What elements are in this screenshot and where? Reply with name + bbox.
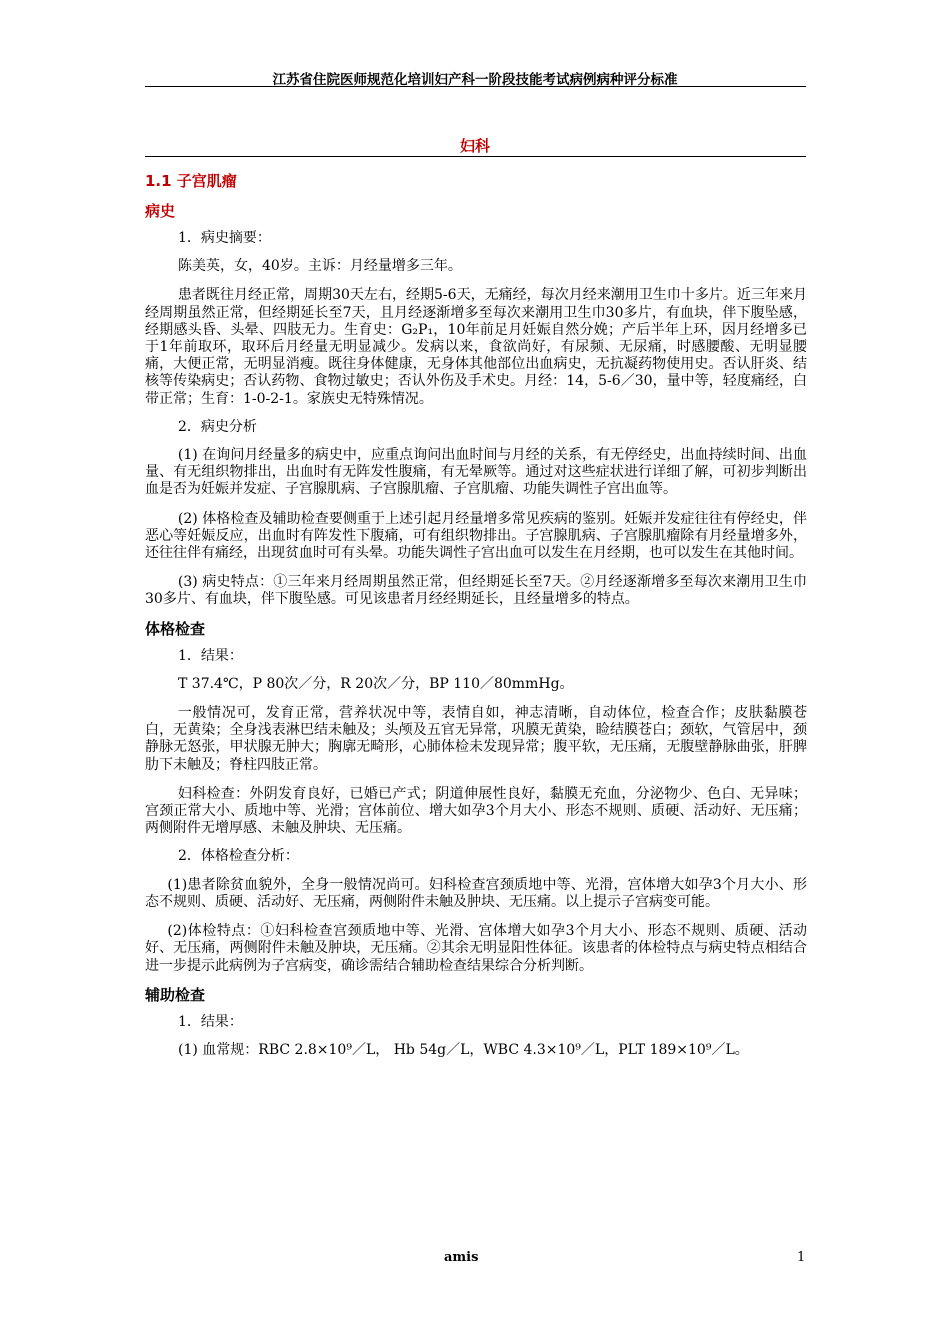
general-exam: 一般情况可，发育正常，营养状况中等，表情自如，神志清晰，自动体位，检查合作；皮肤黏膜苍白，无黄染；全身浅表淋巴结未触及；头颅及五官无异常，巩膜无黄染，睑结膜苍白；颈软，气管居中，颈静脉无怒张，甲状腺无肿大；胸廓无畸形，心肺体检未发现异常；腹平软，无压痛，无腹壁静脉曲张，肝脾肋下未触及；脊柱四肢正常。 bbox=[145, 705, 807, 773]
section-rule bbox=[145, 156, 806, 157]
history-analysis-2: (2) 体格检查及辅助检查要侧重于上述引起月经量增多常见疾病的鉴别。妊娠并发症往往有停经史，伴恶心等妊娠反应，出血时有阵发性下腹痛，可有组织物排出。子宫腺肌病、子宫腺肌瘤除有月经量增多外，还往往伴有痛经，出现贫血时可有头晕。功能失调性子宫出血可以发生在月经期，也可以发生在其他时间。 bbox=[145, 510, 807, 562]
history-analysis-1: (1) 在询问月经量多的病史中，应重点询问出血时间与月经的关系，有无停经史，出血持续时间、出血量、有无组织物排出，出血时有无阵发性腹痛，有无晕厥等。通过对这些症状进行详细了解，可初步判断出血是否为妊娠并发症、子宫腺肌病、子宫腺肌瘤、子宫肌瘤、功能失调性子宫出血等。 bbox=[145, 447, 807, 498]
vital-signs: T 37.4℃，P 80次／分，R 20次／分，BP 110／80mmHg。 bbox=[178, 675, 574, 692]
page-number: 1 bbox=[797, 1250, 806, 1265]
aux-result-label: 1．结果： bbox=[178, 1013, 243, 1030]
document-body bbox=[145, 168, 807, 1059]
exam-result-label: 1．结果： bbox=[178, 647, 243, 664]
footer-label: amis bbox=[444, 1250, 479, 1265]
aux-heading: 辅助检查 bbox=[145, 985, 206, 1004]
history-analysis-3: (3) 病史特点：①三年来月经周期虽然正常，但经期延长至7天。②月经逐渐增多至每次来潮用卫生巾30多片、有血块，伴下腹坠感。可见该患者月经经期延长，且经量增多的特点。 bbox=[145, 574, 807, 608]
blood-routine: (1) 血常规：RBC 2.8×10⁹／L， Hb 54g／L，WBC 4.3×10⁹／L，PLT 189×10⁹／L。 bbox=[178, 1041, 749, 1058]
header-rule bbox=[145, 86, 806, 87]
exam-analysis-1: (1)患者除贫血貌外，全身一般情况尚可。妇科检查宫颈质地中等、光滑，宫体增大如孕3个月大小、形态不规则、质硬、活动好、无压痛，两侧附件未触及肿块、无压痛。以上提示子宫病变可能。 bbox=[145, 876, 807, 910]
patient-info: 陈美英，女，40岁。主诉：月经量增多三年。 bbox=[178, 258, 462, 275]
exam-analysis-label: 2．体格检查分析： bbox=[178, 848, 299, 865]
history-narrative: 患者既往月经正常，周期30天左右，经期5-6天，无痛经，每次月经来潮用卫生巾十多片。近三年来月经周期虽然正常，但经期延长至7天，且月经逐渐增多至每次来潮用卫生巾30多片，有血块，伴下腹坠感，经期感头昏、头晕、四肢无力。生育史：G₂P₁，10年前足月妊娠自然分娩；产后半年上环，因月经增多已于1年前取环，取环后月经量无明显减少。发病以来，食欲尚好，有尿频、无尿痛，时感腰酸、无明显腰痛，大便正常，无明显消瘦。既往身体健康，无身体其他部位出血病史，无抗凝药物使用史。否认肝炎、结核等传染病史；否认药物、食物过敏史；否认外伤及手术史。月经：14，5-6／30，量中等，轻度痛经，白带正常；生育：1-0-2-1。家族史无特殊情况。 bbox=[145, 287, 807, 407]
history-analysis-label: 2．病史分析 bbox=[178, 418, 257, 435]
exam-heading: 体格检查 bbox=[145, 619, 206, 638]
running-header: 江苏省住院医师规范化培训妇产科一阶段技能考试病例病种评分标准 bbox=[272, 72, 678, 88]
history-heading: 病史 bbox=[145, 202, 176, 220]
exam-analysis-2: (2)体检特点：①妇科检查宫颈质地中等、光滑、宫体增大如孕3个月大小、形态不规则、质硬、活动好、无压痛，两侧附件未触及肿块，无压痛。②其余无明显阳性体征。该患者的体检特点与病史特点相结合进一步提示此病例为子宫病变，确诊需结合辅助检查结果综合分析判断。 bbox=[145, 923, 807, 974]
section-title: 妇科 bbox=[459, 137, 490, 155]
gyn-exam: 妇科检查：外阴发育良好，已婚已产式；阴道伸展性良好，黏膜无充血，分泌物少、色白、无异味；宫颈正常大小、质地中等、光滑；宫体前位、增大如孕3个月大小、形态不规则、质硬、活动好、无压痛；两侧附件无增厚感、未触及肿块、无压痛。 bbox=[145, 785, 807, 837]
history-summary-label: 1．病史摘要： bbox=[178, 230, 271, 246]
case-heading: 1.1 子宫肌瘤 bbox=[145, 172, 237, 190]
